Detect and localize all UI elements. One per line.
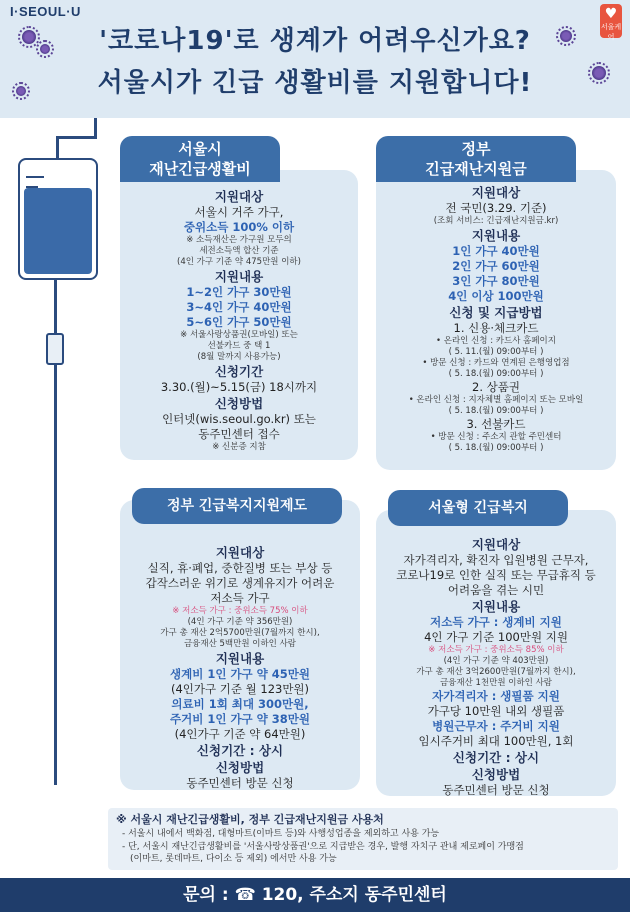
- section-heading: 지원대상: [214, 189, 264, 204]
- info-line: • 방문 신청 : 카드와 연계된 은행영업점: [422, 358, 570, 368]
- info-line: 2인 가구 60만원: [452, 259, 540, 273]
- card-seoul-emergency-welfare-tab: 서울형 긴급복지: [388, 490, 568, 526]
- section-heading: 지원대상: [471, 185, 521, 200]
- info-line: ※ 저소득 가구 : 중위소득 85% 이하: [428, 645, 564, 655]
- info-line: 4인 이상 100만원: [448, 289, 544, 303]
- info-line: (4인가구 기준 월 123만원): [170, 682, 310, 696]
- info-line: 저소득 가구: [210, 591, 270, 605]
- heart-icon: ♥: [604, 6, 618, 22]
- info-line: ※ 신분증 지참: [212, 442, 266, 452]
- info-line: 인터넷(wis.seoul.go.kr) 또는: [162, 412, 316, 426]
- page-title-line1: '코로나19'로 생계가 어려우신가요?: [99, 26, 531, 56]
- iv-hook: [56, 136, 59, 158]
- info-line: 3. 선불카드: [466, 417, 526, 431]
- section-heading: 신청방법: [215, 760, 265, 775]
- info-line: 주거비 1인 가구 약 38만원: [170, 712, 310, 726]
- usage-notice: [108, 808, 618, 870]
- info-line: 2. 상품권: [472, 380, 520, 394]
- info-line: 의료비 1회 최대 300만원,: [171, 697, 309, 711]
- section-heading: 신청방법: [214, 396, 264, 411]
- iv-tube: [54, 365, 57, 785]
- info-line: 금융재산 5백만원 이하인 사람: [183, 639, 297, 649]
- card-gov-emergency-relief-body: [376, 184, 616, 454]
- seoul-logo: I·SEOUL·U: [10, 4, 81, 19]
- card-seoul-disaster-aid-body: [120, 188, 358, 453]
- info-line: 병원근무자 : 주거비 지원: [432, 719, 560, 733]
- info-line: 3~4인 가구 40만원: [186, 300, 292, 314]
- iv-hook: [56, 136, 97, 139]
- card-seoul-emergency-welfare-body: [376, 536, 616, 798]
- info-line: 어려움을 겪는 시민: [447, 583, 545, 597]
- info-line: ( 5. 18.(월) 09:00부터 ): [448, 406, 544, 416]
- info-line: 3.30.(월)~5.15(금) 18시까지: [160, 380, 318, 394]
- iv-hook: [94, 118, 97, 138]
- usage-notice-line: (이마트, 롯데마트, 다이소 등 제외) 에서만 사용 가능: [130, 854, 337, 864]
- page-title-line2: 서울시가 긴급 생활비를 지원합니다!: [97, 68, 533, 98]
- info-line: 세전소득액 합산 기준: [199, 246, 279, 256]
- section-heading: 신청기간: [214, 364, 264, 379]
- info-line: 금융재산 1천만원 이하인 사람: [439, 678, 553, 688]
- info-line: ※ 서울사랑상품권(모바일) 또는: [180, 330, 298, 340]
- info-line: ※ 소득재산은 가구원 모두의: [186, 235, 292, 245]
- info-line: 자가격리자 : 생필품 지원: [432, 689, 560, 703]
- info-line: 전 국민(3.29. 기준): [445, 201, 547, 215]
- section-heading: 지원내용: [215, 651, 265, 666]
- info-line: 가구 총 재산 3억2600만원(7월까지 한시),: [416, 667, 576, 677]
- info-line: • 온라인 신청 : 카드사 홈페이지: [436, 336, 556, 346]
- section-heading: 신청기간 : 상시: [196, 743, 284, 758]
- info-line: • 온라인 신청 : 지자체별 홈페이지 또는 모바일: [408, 395, 584, 405]
- info-line: 실직, 휴·폐업, 중한질병 또는 부상 등: [147, 561, 333, 575]
- info-line: (4인 가구 기준 약 356만원): [187, 617, 293, 627]
- info-line: 저소득 가구 : 생계비 지원: [430, 615, 562, 629]
- card-gov-emergency-relief-tab: 정부 긴급재난지원금: [376, 136, 576, 182]
- section-heading: 신청 및 지급방법: [449, 305, 543, 320]
- info-line: 동주민센터 방문 신청: [186, 776, 294, 790]
- iv-drip-chamber: [46, 333, 64, 365]
- info-line: 서울시 거주 가구,: [194, 205, 284, 219]
- info-line: 가구 총 재산 2억5700만원(7월까지 한시),: [160, 628, 320, 638]
- info-line: 임시주거비 최대 100만원, 1회: [418, 734, 574, 748]
- card-seoul-disaster-aid-tab: 서울시 재난긴급생활비: [120, 136, 280, 182]
- info-line: 자가격리자, 확진자 입원병원 근무자,: [403, 553, 589, 567]
- info-line: (4인가구 기준 약 64만원): [174, 727, 306, 741]
- section-heading: 지원대상: [471, 537, 521, 552]
- info-line: 3인 가구 80만원: [452, 274, 540, 288]
- usage-notice-heading: ※ 서울시 재난긴급생활비, 정부 긴급재난지원금 사용처: [116, 813, 384, 826]
- info-line: (4인 가구 기준 약 403만원): [443, 656, 549, 666]
- card-gov-emergency-welfare-tab: 정부 긴급복지지원제도: [132, 488, 342, 524]
- section-heading: 신청방법: [471, 767, 521, 782]
- info-line: 1. 신용·체크카드: [453, 321, 539, 335]
- section-heading: 지원내용: [214, 269, 264, 284]
- info-line: 중위소득 100% 이하: [183, 220, 295, 234]
- info-line: ( 5. 11.(월) 09:00부터 ): [448, 347, 544, 357]
- iv-bag-icon: [18, 158, 98, 280]
- info-line: 동주민센터 접수: [198, 427, 280, 441]
- section-heading: 지원내용: [471, 228, 521, 243]
- contact-footer: 문의 : ☎ 120, 주소지 동주민센터: [0, 878, 630, 912]
- info-line: 5~6인 가구 50만원: [186, 315, 292, 329]
- info-line: 가구당 10만원 내외 생필품: [427, 704, 565, 718]
- info-line: 1~2인 가구 30만원: [186, 285, 292, 299]
- info-line: ( 5. 18.(월) 09:00부터 ): [448, 443, 544, 453]
- usage-notice-line: - 단, 서울시 재난긴급생활비를 '서울사랑상품권'으로 지급받은 경우, 발행 자치구 관내 제로페이 가맹점: [122, 842, 524, 852]
- info-line: (8월 말까지 사용가능): [197, 352, 281, 362]
- info-line: 동주민센터 방문 신청: [442, 783, 550, 797]
- usage-notice-line: - 서울시 내에서 백화점, 대형마트(이마트 등)와 사행성업종을 제외하고 사용 가능: [122, 829, 440, 839]
- badge-label: 서울케어: [600, 23, 622, 41]
- info-line: 선불카드 중 택 1: [207, 341, 271, 351]
- info-line: (4인 가구 기준 약 475만원 이하): [177, 257, 301, 267]
- info-line: 코로나19로 인한 실직 또는 무급휴직 등: [396, 568, 596, 582]
- info-line: 갑작스러운 위기로 생계유지가 어려운: [145, 576, 335, 590]
- info-line: 1인 가구 40만원: [452, 244, 540, 258]
- section-heading: 지원대상: [215, 545, 265, 560]
- section-heading: 신청기간 : 상시: [452, 750, 540, 765]
- iv-tube: [54, 278, 57, 333]
- info-line: • 방문 신청 : 주소지 관할 주민센터: [430, 432, 562, 442]
- info-line: 생계비 1인 가구 약 45만원: [170, 667, 310, 681]
- info-line: 4인 가구 기준 100만원 지원: [424, 630, 568, 644]
- info-line: ( 5. 18.(월) 09:00부터 ): [448, 369, 544, 379]
- section-heading: 지원내용: [471, 599, 521, 614]
- info-line: ※ 저소득 가구 : 중위소득 75% 이하: [172, 606, 308, 616]
- info-line: (조회 서비스: 긴급재난지원금.kr): [433, 216, 559, 226]
- header-banner: [0, 0, 630, 118]
- card-gov-emergency-welfare-body: [120, 544, 360, 791]
